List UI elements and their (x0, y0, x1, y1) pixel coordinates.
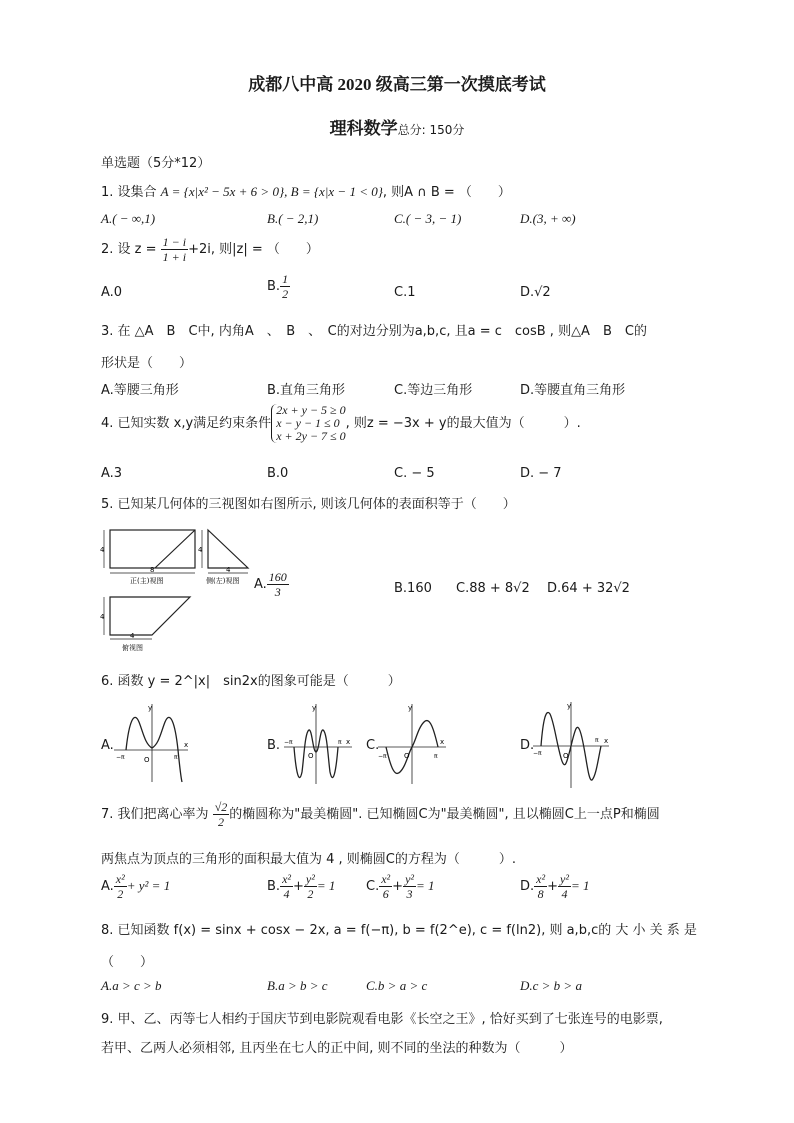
q1-prefix: 1. 设集合 (101, 185, 161, 200)
q1-option-a: A.( − ∞,1) (101, 211, 156, 226)
q4-suffix: , 则z = −3x + y的最大值为（ ）. (345, 416, 581, 431)
q2-opt-b-frac (280, 272, 290, 301)
q7-opt-d-label: D. (520, 879, 535, 894)
q2-option-c: C.1 (394, 285, 416, 300)
question-7-line1 (101, 800, 660, 829)
q2-option-a: A.0 (101, 285, 123, 300)
q7-opt-a-frac (114, 872, 127, 901)
q5-opt-a-frac (267, 570, 289, 599)
top-view-label: 俯视图 (122, 644, 143, 652)
q4-constraint-3: x + 2y − 7 ≤ 0 (276, 429, 346, 443)
question-9-line1: 9. 甲、乙、丙等七人相约于国庆节到电影院观看电影《长空之王》, 恰好买到了七张连号的电影票, (101, 1012, 663, 1027)
exam-title: 成都八中高 2020 级高三第一次摸底考试 (248, 75, 546, 94)
front-view-label: 正(主)视图 (130, 577, 164, 585)
q7-opt-c-num1: x² (381, 872, 391, 886)
q6-option-d-label: D. (520, 738, 535, 753)
graph-a-y-label: y (148, 704, 153, 712)
q5-option-a (254, 570, 289, 599)
question-4-stem (101, 404, 581, 443)
q7-ecc-frac (213, 800, 230, 829)
question-8-line1: 8. 已知函数 f(x) = sinx + cosx − 2x, a = f(−π), b = f(2^e), c = f(ln2), 则 a,b,c的 大 小 关 系 是 (101, 923, 697, 938)
graph-c-neg-pi: −π (378, 753, 387, 760)
q1-option-d: D.(3, + ∞) (520, 211, 576, 226)
subject-name: 理科数学 (329, 119, 398, 138)
question-6-stem: 6. 函数 y = 2^|x| sin2x的图象可能是（ ） (101, 674, 401, 689)
q7-option-d: D. $\frac{\text{x²}}{8}$ + $\frac{\text{y²}}{4}$ = 1 (520, 872, 590, 901)
top-height-label: 4 (100, 613, 105, 621)
q7-option-a (101, 872, 170, 901)
q6-graph-b (282, 702, 354, 786)
q5-option-b: B.160 (394, 581, 432, 596)
question-3-line1: 3. 在 △A B C中, 内角A 、 B 、 C的对边分别为a,b,c, 且a = c cosB , 则△A B C的 (101, 324, 647, 339)
top-view-trapezoid (110, 597, 190, 635)
graph-b-x-label: x (346, 738, 351, 746)
q7-opt-b-label: B. (267, 879, 281, 894)
q7-opt-d-frac2 (558, 872, 571, 901)
q7-ecc-num: √2 (214, 800, 228, 814)
graph-d-y-label: y (567, 702, 572, 710)
q7-opt-d-rest: = 1 (570, 878, 590, 893)
graph-b-y-label: y (312, 704, 317, 712)
question-5-stem: 5. 已知某几何体的三视图如右图所示, 则该几何体的表面积等于（ ） (101, 497, 516, 512)
graph-b-origin: O (308, 752, 314, 760)
graph-a-neg-pi: −π (116, 754, 125, 761)
q7-option-b: B. $\frac{\text{x²}}{4}$ + $\frac{\text{y²}}{2}$ = 1 (267, 872, 336, 901)
graph-b-pi: π (338, 739, 342, 746)
q7-opt-d-den2: 4 (561, 887, 568, 901)
q1-suffix: , 则A ∩ B = （ ） (382, 185, 511, 200)
question-9-line2: 若甲、乙两人必须相邻, 且丙坐在七人的正中间, 则不同的坐法的种数为（ ） (101, 1041, 573, 1056)
q2-option-b (267, 272, 290, 301)
q5-opt-a-num: 160 (268, 570, 287, 584)
q7-opt-a-label: A. (101, 879, 114, 894)
graph-d-x-label: x (604, 737, 609, 745)
total-score: 总分: 150分 (397, 123, 465, 137)
q7-opt-b-num1: x² (282, 872, 291, 886)
question-8-line2: （ ） (101, 955, 154, 970)
top-width-label: 4 (130, 632, 135, 640)
q7-opt-c-rest: = 1 (416, 878, 435, 893)
q4-option-b: B.0 (267, 466, 289, 481)
q2-opt-b-num: 1 (282, 272, 289, 286)
q4-option-c: C. − 5 (394, 466, 435, 481)
q7-opt-b-num2: y² (305, 872, 315, 886)
graph-c-pi: π (434, 753, 438, 760)
q1-option-b: B.( − 2,1) (267, 211, 319, 226)
q7-opt-c-den2: 3 (406, 887, 413, 901)
q6-graph-c (376, 702, 448, 786)
graph-a-pi: π (174, 754, 178, 761)
q7-opt-a-num: x² (115, 872, 125, 886)
graph-d-neg-pi: −π (533, 750, 542, 757)
q7-opt-c-frac1 (379, 872, 392, 901)
graph-a-x-label: x (184, 741, 189, 749)
graph-c-x-label: x (440, 738, 445, 746)
graph-c-y-label: y (408, 704, 413, 712)
q2-fraction (161, 235, 188, 264)
q2-prefix: 2. 设 z = (101, 242, 157, 257)
q7-opt-d-num2: y² (560, 872, 569, 886)
q7-opt-d-frac1 (534, 872, 547, 901)
q4-prefix: 4. 已知实数 x,y满足约束条件 (101, 416, 272, 431)
q7-opt-b-den1: 4 (283, 887, 290, 901)
q8-option-c: C.b > a > c (366, 978, 428, 993)
q4-option-a: A.3 (101, 466, 123, 481)
q7-prefix: 7. 我们把离心率为 (101, 807, 209, 822)
q6-option-c-label: C. (366, 738, 380, 753)
q7-opt-b-den2: 2 (307, 887, 314, 901)
q5-option-d: D.64 + 32√2 (547, 581, 630, 596)
q7-opt-a-rest: + y² = 1 (126, 878, 171, 893)
q6-graph-d (531, 700, 611, 790)
q8-option-d: D.c > b > a (520, 978, 582, 993)
q7-opt-b-frac2 (304, 872, 317, 901)
question-3-line2: 形状是（ ） (101, 356, 193, 371)
q2-opt-b-den: 2 (282, 287, 289, 301)
q6-graph-a (112, 702, 192, 784)
q1-math: A = {x|x² − 5x + 6 > 0}, B = {x|x − 1 < 0} (160, 184, 383, 199)
front-view-diagonal (155, 530, 195, 568)
graph-d-pi: π (595, 737, 599, 744)
graph-a-origin: O (144, 756, 150, 764)
q2-frac-den: 1 + i (162, 250, 187, 264)
q2-suffix: +2i, 则|z| = （ ） (188, 242, 319, 257)
q1-option-c: C.( − 3, − 1) (394, 211, 462, 226)
q7-option-c: C. $\frac{\text{x²}}{6}$ + $\frac{\text{y²}}{3}$ = 1 (366, 872, 435, 901)
question-2-stem (101, 235, 319, 264)
q7-opt-a-den: 2 (117, 887, 124, 901)
q4-constraint-2: x − y − 1 ≤ 0 (276, 416, 340, 430)
q2-opt-b-prefix: B. (267, 279, 281, 294)
q2-option-d: D.√2 (520, 285, 551, 300)
front-view-rect (110, 530, 195, 568)
q3-option-d: D.等腰直角三角形 (520, 383, 626, 398)
q8-option-b: B.a > b > c (267, 978, 328, 993)
q6-option-a-label: A. (101, 738, 114, 753)
q7-opt-c-den1: 6 (382, 887, 389, 901)
q7-opt-d-num1: x² (536, 872, 546, 886)
q8-option-a: A.a > c > b (101, 978, 162, 993)
q7-opt-b-frac1 (280, 872, 293, 901)
q4-constraint-1: 2x + y − 5 ≥ 0 (276, 403, 346, 417)
side-height-label: 4 (198, 546, 203, 554)
q7-suffix: 的椭圆称为"最美椭圆". 已知椭圆C为"最美椭圆", 且以椭圆C上一点P和椭圆 (229, 807, 660, 822)
graph-c-origin: O (404, 752, 410, 760)
q7-ecc-den: 2 (217, 815, 224, 829)
graph-b-neg-pi: −π (284, 739, 293, 746)
q6-option-b-label: B. (267, 738, 281, 753)
q7-opt-c-label: C. (366, 879, 380, 894)
exam-subtitle (0, 114, 794, 139)
question-7-line2: 两焦点为顶点的三角形的面积最大值为 4 , 则椭圆C的方程为（ ）. (101, 852, 517, 867)
q5-opt-a-den: 3 (274, 585, 281, 599)
q3-option-b: B.直角三角形 (267, 383, 346, 398)
q7-opt-d-den1: 8 (537, 887, 544, 901)
graph-d-origin: O (563, 752, 569, 760)
q7-opt-c-num2: y² (405, 872, 414, 886)
three-view-figure (100, 525, 260, 655)
front-width-label: 8 (150, 566, 155, 574)
side-view-triangle (208, 530, 248, 568)
q7-opt-c-frac2 (403, 872, 416, 901)
q2-frac-num: 1 − i (162, 235, 187, 249)
q5-option-c: C.88 + 8√2 (456, 581, 530, 596)
q4-constraint-system (271, 404, 345, 443)
question-1-stem (101, 181, 511, 200)
section-label: 单选题（5分*12） (101, 156, 211, 171)
side-view-label: 侧(左)视图 (206, 577, 240, 585)
q3-option-a: A.等腰三角形 (101, 383, 179, 398)
q3-option-c: C.等边三角形 (394, 383, 473, 398)
q4-option-d: D. − 7 (520, 466, 562, 481)
q7-opt-b-rest: = 1 (316, 878, 336, 893)
side-width-label: 4 (226, 566, 231, 574)
front-height-label: 4 (100, 546, 105, 554)
q5-opt-a-prefix: A. (254, 577, 267, 592)
